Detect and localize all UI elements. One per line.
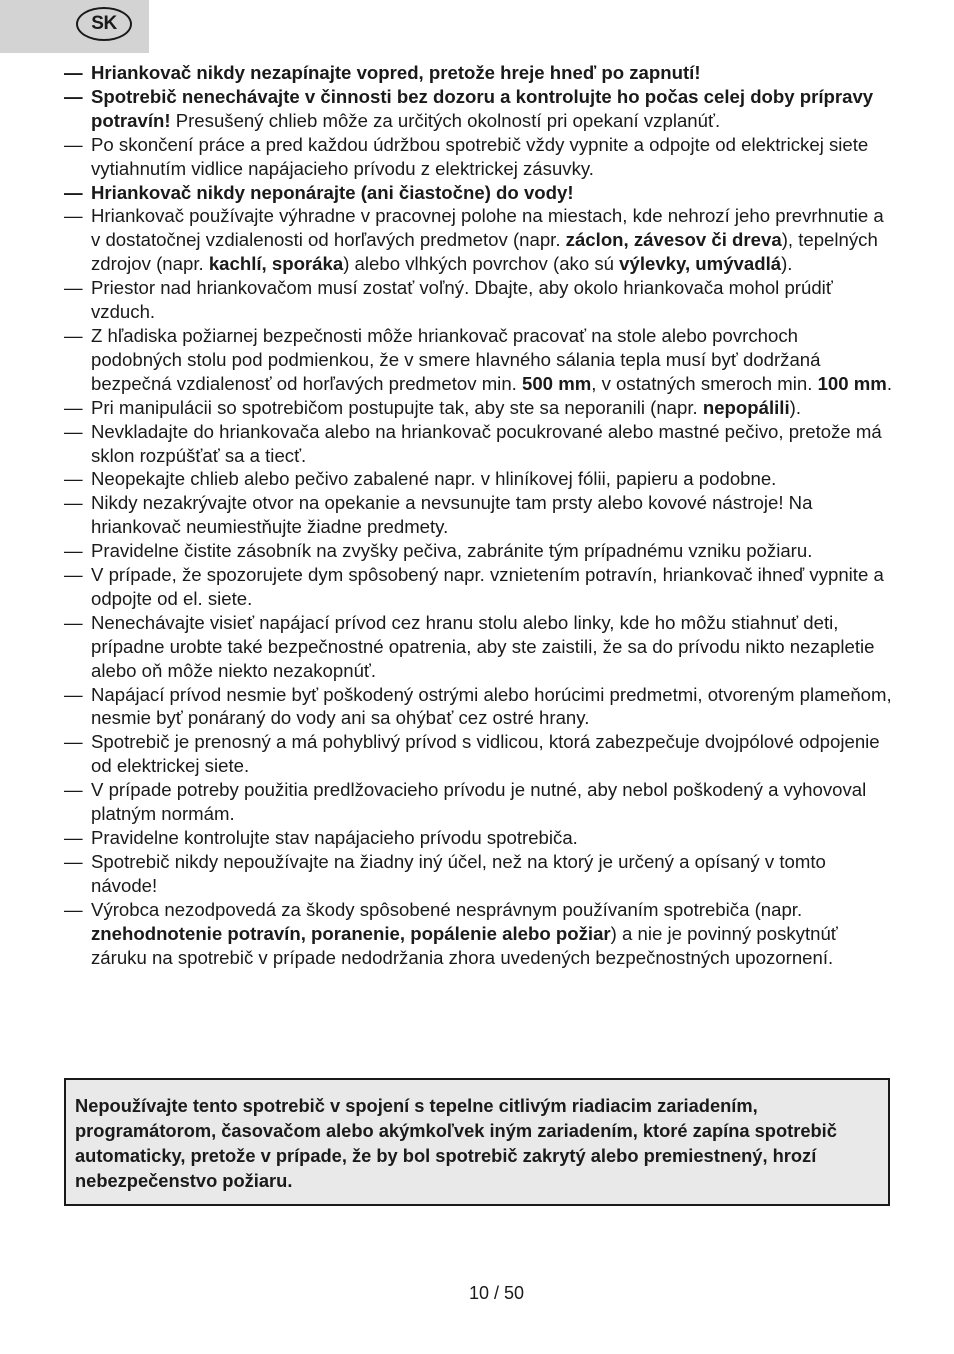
list-dash: —: [64, 396, 83, 418]
list-item: [64, 850, 894, 898]
text-segment: V prípade potreby použitia predlžovacieho prívodu je nutné, aby nebol poškodený a vyhovoval platným normám.: [91, 779, 867, 825]
language-tab: [0, 0, 149, 53]
list-item: [64, 396, 894, 420]
list-item: [64, 563, 894, 611]
bold-text: Spotrebič nenechávajte v činnosti bez dozoru a kontrolujte ho počas celej doby prípravy potravín!: [91, 85, 874, 131]
list-dash: —: [64, 731, 83, 753]
list-dash: —: [64, 85, 83, 107]
bold-text: Hriankovač nikdy neponárajte (ani čiastočne) do vody!: [91, 181, 574, 203]
list-item: [64, 467, 894, 491]
text-segment: Po skončení práce a pred každou údržbou spotrebič vždy vypnite a odpojte od elektrickej siete vytiahnutím vidlice napájacieho prívodu z elektrickej zásuvky.: [91, 133, 869, 179]
list-dash: —: [64, 898, 83, 920]
language-badge: SK: [76, 7, 132, 41]
list-item: [64, 204, 894, 276]
list-dash: —: [64, 779, 83, 801]
list-dash: —: [64, 324, 83, 346]
text-segment: ), tepelných zdrojov (napr.: [91, 229, 878, 275]
list-item: [64, 683, 894, 731]
list-dash: —: [64, 62, 83, 83]
bold-text: nepopálili: [702, 396, 790, 418]
text-segment: Hriankovač používajte výhradne v pracovnej polohe na miestach, kde nehrozí jeho prevrhnutie a v dostatočnej vzdialenosti od horľavých predmetov (napr.: [91, 205, 884, 251]
list-dash: —: [64, 468, 83, 490]
list-item: [64, 611, 894, 683]
warning-box: [64, 1078, 890, 1206]
text-segment: , v ostatných smeroch min.: [591, 372, 818, 394]
text-segment: Z hľadiska požiarnej bezpečnosti môže hriankovač pracovať na stole alebo povrchoch podobných stolu pod podmienkou, že v smere hlavného sálania tepla musí byť dodržaná bezpečná vzdialenosť od horľavých predmetov min.: [91, 324, 821, 394]
bold-text: výlevky, umývadlá: [619, 253, 782, 275]
list-item: [64, 826, 894, 850]
text-segment: Neopekajte chlieb alebo pečivo zabalené napr. v hliníkovej fólii, papieru a podobne.: [91, 468, 777, 490]
bold-text: 500 mm: [522, 372, 592, 394]
text-segment: Spotrebič nikdy nepoužívajte na žiadny iný účel, než na ktorý je určený a opísaný v tomto návode!: [91, 850, 826, 896]
list-item: [64, 181, 894, 205]
text-segment: ).: [789, 396, 801, 418]
list-dash: —: [64, 205, 83, 227]
list-dash: —: [64, 133, 83, 155]
list-item: [64, 276, 894, 324]
text-segment: Nenechávajte visieť napájací prívod cez hranu stolu alebo linky, kde ho môžu stiahnuť deti, prípadne urobte také bezpečnostné opatrenia, aby ste zaistili, že sa do prívodu nikto nezapletie alebo oň môže niekto nezakopnúť.: [91, 611, 875, 681]
list-dash: —: [64, 277, 83, 299]
bold-text: znehodnotenie potravín, poranenie, popálenie alebo požiar: [91, 922, 611, 944]
text-segment: ).: [781, 253, 793, 275]
text-segment: Pravidelne kontrolujte stav napájacieho prívodu spotrebiča.: [91, 827, 578, 848]
list-item: [64, 778, 894, 826]
text-segment: Presušený chlieb môže za určitých okolností pri opekaní vzplanúť.: [170, 109, 721, 131]
text-segment: .: [886, 372, 893, 394]
text-segment: Výrobca nezodpovedá za škody spôsobené nesprávnym používaním spotrebiča (napr.: [91, 898, 803, 920]
list-item: [64, 539, 894, 563]
text-segment: Spotrebič je prenosný a má pohyblivý prívod s vidlicou, ktorá zabezpečuje dvojpólové odpojenie od elektrickej siete.: [91, 731, 880, 777]
list-item: [64, 133, 894, 181]
list-dash: —: [64, 540, 83, 562]
text-segment: Priestor nad hriankovačom musí zostať voľný. Dbajte, aby okolo hriankovača mohol prúdiť vzduch.: [91, 277, 833, 323]
list-dash: —: [64, 492, 83, 514]
text-segment: Nevkladajte do hriankovača alebo na hriankovač pocukrované alebo mastné pečivo, pretože má sklon rozpúšťať sa a tiecť.: [91, 420, 882, 466]
list-item: [64, 61, 894, 85]
list-dash: —: [64, 181, 83, 203]
list-dash: —: [64, 827, 83, 848]
list-item: [64, 491, 894, 539]
bold-text: kachlí, sporáka: [208, 253, 344, 275]
text-segment: Pravidelne čistite zásobník na zvyšky pečiva, zabránite tým prípadnému vzniku požiaru.: [91, 540, 813, 562]
list-dash: —: [64, 850, 83, 872]
bold-text: Hriankovač nikdy nezapínajte vopred, pretože hreje hneď po zapnutí!: [91, 62, 701, 83]
bold-text: záclon, závesov či dreva: [565, 229, 782, 251]
page-number: 10 / 50: [468, 1283, 525, 1303]
list-item: [64, 898, 894, 970]
text-segment: Nikdy nezakrývajte otvor na opekanie a nevsunujte tam prsty alebo kovové nástroje! Na hriankovač neumiestňujte žiadne predmety.: [91, 492, 813, 538]
list-item: [64, 730, 894, 778]
bold-text: 100 mm: [817, 372, 887, 394]
list-dash: —: [64, 420, 83, 442]
text-segment: Pri manipulácii so spotrebičom postupujte tak, aby ste sa neporanili (napr.: [91, 396, 703, 418]
text-segment: V prípade, že spozorujete dym spôsobený napr. vznietením potravín, hriankovač ihneď vypnite a odpojte od el. siete.: [91, 564, 884, 609]
list-item: [64, 85, 894, 133]
safety-instructions-list: [64, 61, 894, 969]
list-item: [64, 324, 894, 396]
warning-text: Nepoužívajte tento spotrebič v spojení s tepelne citlivým riadiacim zariadením, programátorom, časovačom alebo akýmkoľvek iným zariadením, ktoré zapína spotrebič automaticky, pretože v prípade, že by bol spotrebič zakrytý alebo premiestnený, hrozí nebezpečenstvo požiaru.: [75, 1095, 837, 1191]
text-segment: ) alebo vlhkých povrchov (ako sú: [343, 253, 620, 275]
list-dash: —: [64, 611, 83, 633]
text-segment: Napájací prívod nesmie byť poškodený ostrými alebo horúcimi predmetmi, otvoreným plameňom, nesmie byť ponáraný do vody ani sa ohýbať cez ostré hrany.: [91, 683, 892, 729]
list-dash: —: [64, 564, 83, 586]
list-dash: —: [64, 683, 83, 705]
text-segment: ) a nie je povinný poskytnúť záruku na spotrebič v prípade nedodržania zhora uvedených bezpečnostných upozornení.: [91, 922, 838, 968]
list-item: [64, 420, 894, 468]
